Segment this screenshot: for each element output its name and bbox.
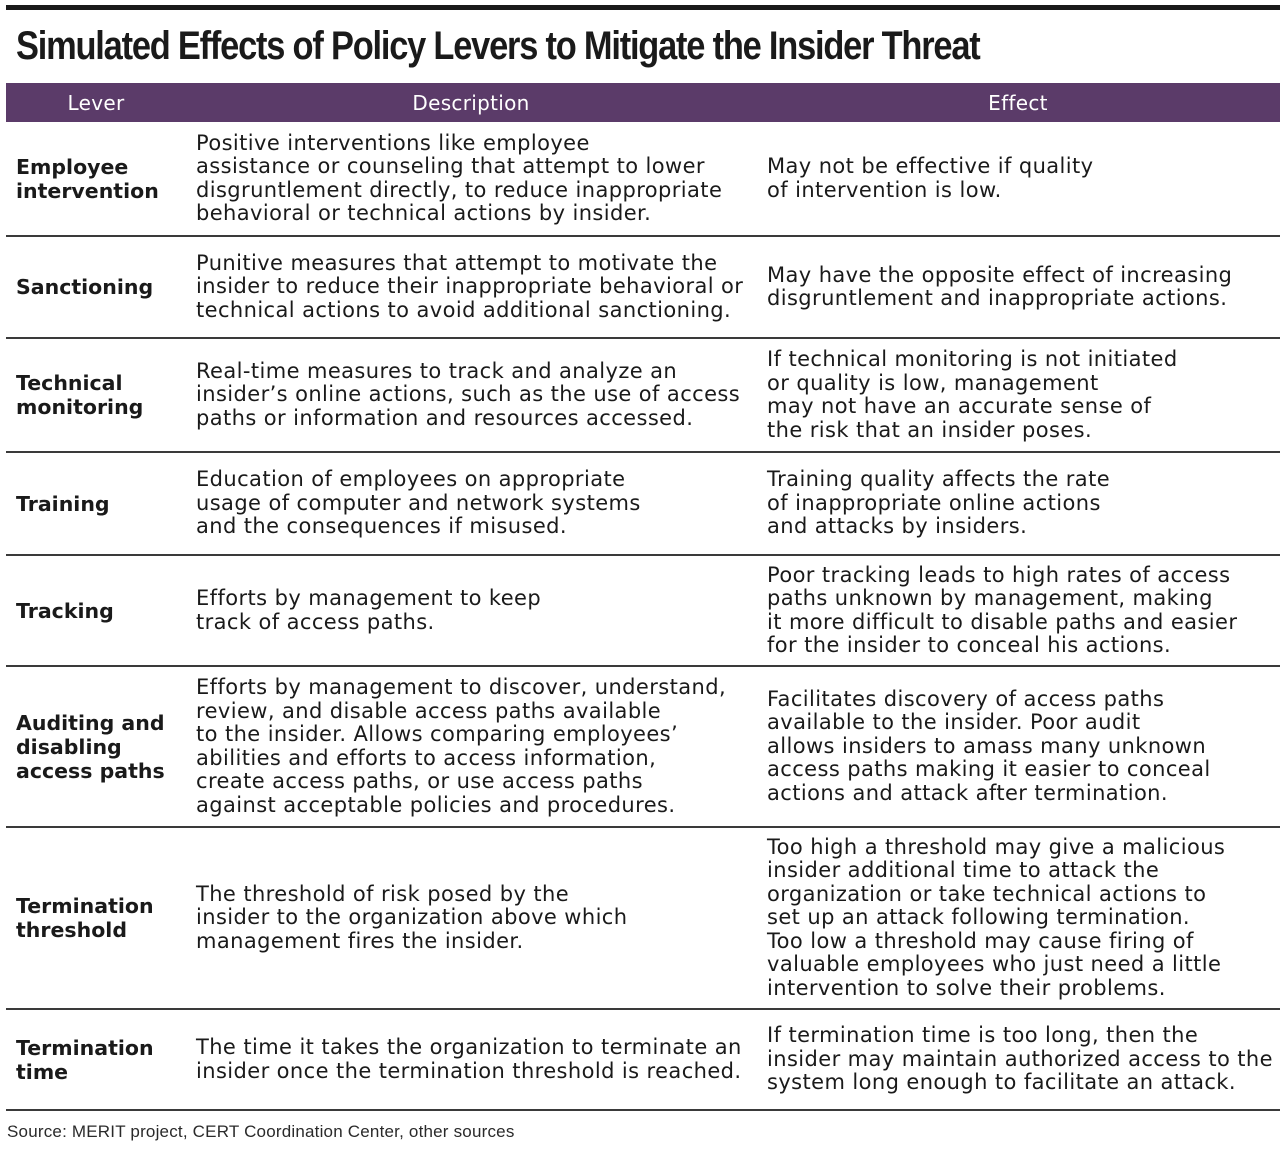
- lever-label: Auditing and disabling access paths: [16, 710, 165, 783]
- lever-label: Tracking: [16, 598, 114, 623]
- lever-cell: [6, 122, 186, 236]
- description-text: The time it takes the organization to terminate an insider once the termination threshold is reached.: [196, 1035, 742, 1083]
- effect-cell: [756, 452, 1280, 555]
- lever-label: Training: [16, 491, 110, 516]
- description-text: Efforts by management to keep track of access paths.: [196, 586, 542, 634]
- table-header-row: [6, 83, 1280, 122]
- effect-text: Facilitates discovery of access paths available to the insider. Poor audit allows insiders to amass many unknown access paths making it easier to conceal actions and attack after termination.: [767, 686, 1211, 805]
- lever-cell: [6, 555, 186, 666]
- lever-cell: [6, 1009, 186, 1110]
- effect-text: If termination time is too long, then the insider may maintain authorized access to the system long enough to facilitate an attack.: [767, 1023, 1273, 1095]
- effect-cell: [756, 666, 1280, 827]
- description-text: Education of employees on appropriate usage of computer and network systems and the consequences if misused.: [196, 467, 641, 539]
- description-cell: [186, 827, 756, 1009]
- description-cell: [186, 666, 756, 827]
- header-description: Description: [186, 83, 756, 122]
- table-row: [6, 122, 1280, 236]
- description-cell: [186, 236, 756, 338]
- page-title: Simulated Effects of Policy Levers to Mitigate the Insider Threat: [16, 24, 980, 68]
- effect-text: If technical monitoring is not initiated or quality is low, management may not have an accurate sense of the risk that an insider poses.: [767, 347, 1178, 442]
- description-cell: [186, 338, 756, 452]
- lever-cell: [6, 338, 186, 452]
- lever-cell: [6, 236, 186, 338]
- lever-cell: [6, 452, 186, 555]
- table-row: [6, 452, 1280, 555]
- description-cell: [186, 1009, 756, 1110]
- effect-cell: [756, 122, 1280, 236]
- effect-text: Training quality affects the rate of inappropriate online actions and attacks by insiders.: [767, 467, 1111, 539]
- lever-label: Employee intervention: [16, 154, 159, 203]
- effect-cell: [756, 338, 1280, 452]
- description-text: The threshold of risk posed by the insider to the organization above which management fires the insider.: [196, 881, 628, 953]
- table-row: [6, 827, 1280, 1009]
- lever-cell: [6, 666, 186, 827]
- lever-label: Termination threshold: [16, 894, 154, 942]
- table-row: [6, 666, 1280, 827]
- header-lever: Lever: [6, 83, 186, 122]
- effect-cell: [756, 555, 1280, 666]
- table-row: [6, 1009, 1280, 1110]
- lever-label: Sanctioning: [16, 275, 154, 299]
- description-cell: [186, 555, 756, 666]
- description-text: Real-time measures to track and analyze an insider’s online actions, such as the use of access paths or information and resources accessed.: [196, 358, 741, 430]
- policy-levers-table: [6, 83, 1280, 1111]
- description-cell: [186, 452, 756, 555]
- effect-cell: [756, 1009, 1280, 1110]
- top-rule: [6, 5, 1280, 10]
- effect-text: May have the opposite effect of increasing disgruntlement and inappropriate actions.: [767, 262, 1233, 310]
- table-row: [6, 555, 1280, 666]
- effect-cell: [756, 236, 1280, 338]
- effect-text: May not be effective if quality of intervention is low.: [767, 154, 1094, 202]
- effect-text: Poor tracking leads to high rates of access paths unknown by management, making it more difficult to disable paths and easier for the insider to conceal his actions.: [767, 562, 1238, 657]
- lever-cell: [6, 827, 186, 1009]
- effect-cell: [756, 827, 1280, 1009]
- lever-label: Technical monitoring: [16, 371, 144, 419]
- table-row: [6, 338, 1280, 452]
- description-text: Efforts by management to discover, understand, review, and disable access paths available to the insider. Allows comparing employees’ abilities and efforts to access information, create access paths, or use access paths against acceptable policies and procedures.: [196, 675, 727, 817]
- table-row: [6, 236, 1280, 338]
- source-note: Source: MERIT project, CERT Coordination Center, other sources: [7, 1122, 515, 1141]
- effect-text: Too high a threshold may give a malicious insider additional time to attack the organization or take technical actions to set up an attack following termination. Too low a threshold may cause firing of valuable employees who just need a little intervention to solve their problems.: [767, 834, 1226, 1000]
- header-effect: Effect: [756, 83, 1280, 122]
- lever-label: Termination time: [16, 1035, 154, 1084]
- description-text: Positive interventions like employee assistance or counseling that attempt to lower disgruntlement directly, to reduce inappropriate behavioral or technical actions by insider.: [196, 130, 723, 225]
- description-text: Punitive measures that attempt to motivate the insider to reduce their inappropriate behavioral or technical actions to avoid additional sanctioning.: [196, 250, 744, 322]
- description-cell: [186, 122, 756, 236]
